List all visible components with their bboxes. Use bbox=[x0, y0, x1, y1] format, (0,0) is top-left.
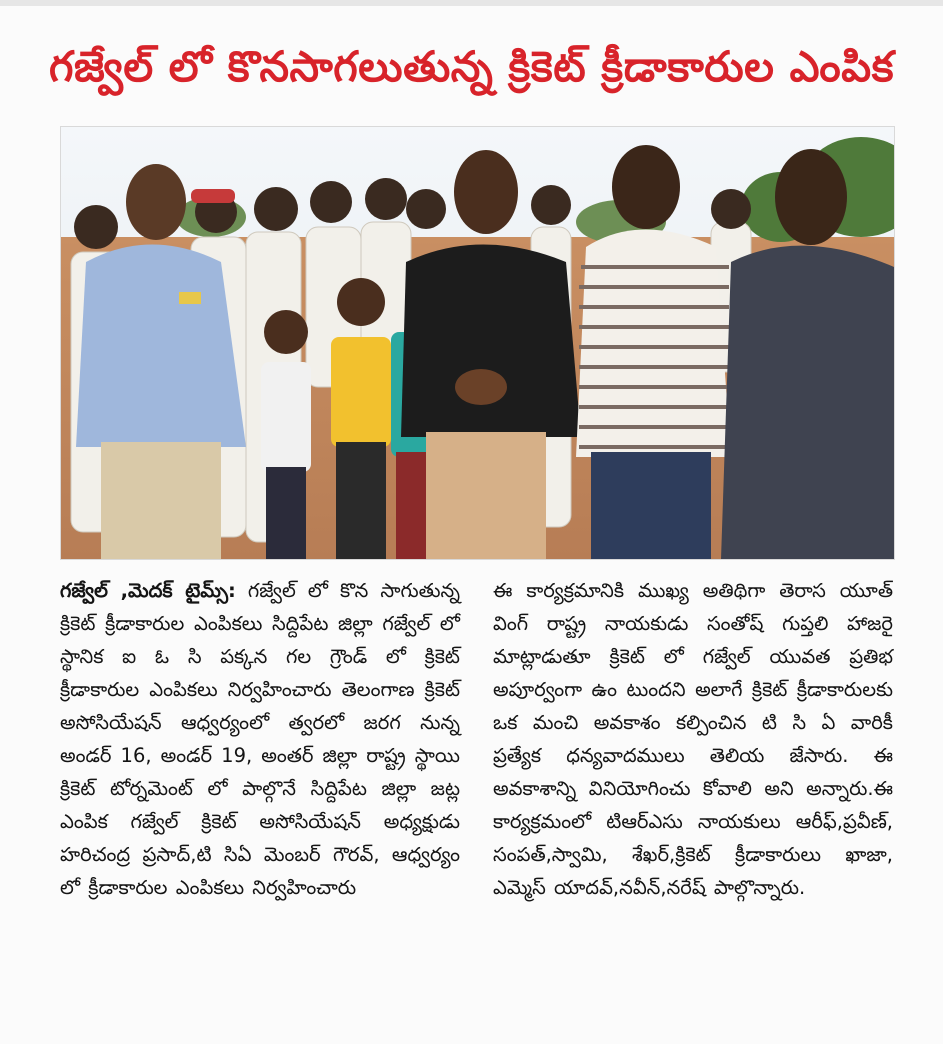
article-text-right: ఈ కార్యక్రమానికి ముఖ్య అతిథిగా తెరాస యూత్ వింగ్ రాష్ట్ర నాయకుడు సంతోష్ గుప్తలి హాజరై మాట్లాడుతూ క్రికెట్ లో గజ్వేల్ యువత ప్రతిభ అపూర్వంగా ఉం టుందని అలాగే క్రికెట్ క్రీడాకారులకు ఒక మంచి అవకాశం కల్పించిన టి సి ఏ వారికీ ప్రత్యేక ధన్యవాదములు తెలియ జేసారు. ఈ అవకాశాన్ని వినియోగించు కోవాలి అని అన్నారు.ఈ కార్యక్రమంలో టిఆర్ఎసు నాయకులు ఆరీఫ్,ప్రవీణ్, సంపత్,స్వామి, శేఖర్,క్రికెట్ క్రీడాకారులు ఖాజా, ఎమ్మెస్ యాదవ్,నవీన్,నరేష్ పాల్గొన్నారు. bbox=[493, 579, 893, 899]
article-body bbox=[60, 574, 893, 1014]
news-photo bbox=[60, 126, 895, 560]
photo-illustration bbox=[61, 127, 894, 559]
headline: గజ్వేల్ లో కొనసాగలుతున్న క్రికెట్ క్రీడాకారుల ఎంపిక bbox=[48, 42, 895, 91]
article-column-right bbox=[493, 574, 893, 1014]
article-column-left bbox=[60, 574, 460, 1014]
dateline: గజ్వేల్ ,మెదక్ టైమ్స్: bbox=[60, 579, 236, 602]
article-text-left: గజ్వేల్ లో కొన సాగుతున్న క్రికెట్ క్రీడాకారుల ఎంపికలు సిద్దిపేట జిల్లా గజ్వేల్ లో స్థానిక ఐ ఓ సి పక్కన గల గ్రౌండ్ లో క్రికెట్ క్రీడాకారుల ఎంపికలు నిర్వహించారు తెలంగాణ క్రికెట్ అసోసియేషన్ ఆధ్వర్యంలో త్వరలో జరగ నున్న అండర్ 16, అండర్ 19, అంతర్ జిల్లా రాష్ట్ర స్థాయి క్రికెట్ టోర్నమెంట్ లో పాల్గొనే సిద్దిపేట జిల్లా జట్ల ఎంపిక గజ్వేల్ క్రికెట్ అసోసియేషన్ అధ్యక్షుడు హరిచంద్ర ప్రసాద్,టి సిఏ మెంబర్ గౌరవ్, ఆధ్వర్యం లో క్రీడాకారుల ఎంపికలు నిర్వహించారు bbox=[60, 579, 460, 899]
